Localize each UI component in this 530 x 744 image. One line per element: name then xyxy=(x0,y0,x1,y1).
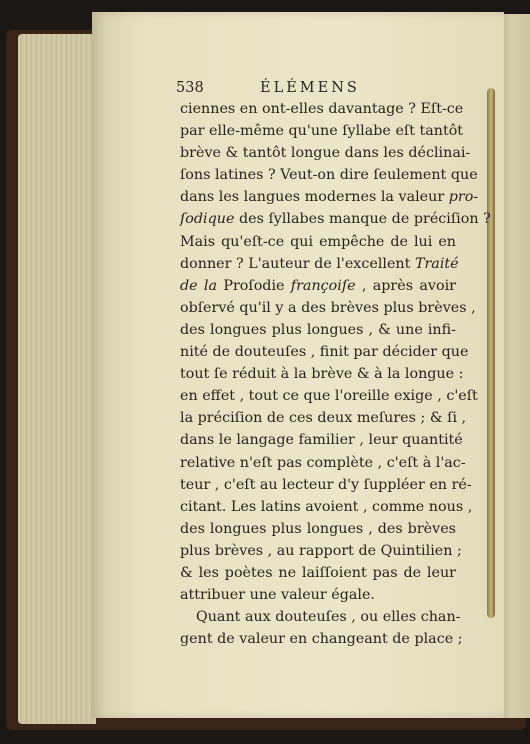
text-segment: brève & tantôt longue dans les déclinai- xyxy=(180,145,471,162)
text-segment: relative n'eſt pas complète , c'eſt à l'ac- xyxy=(180,454,466,471)
page-edges xyxy=(18,34,96,724)
text-line xyxy=(180,275,456,297)
text-line xyxy=(180,540,462,562)
italic-text: françoiſe xyxy=(290,277,356,294)
text-line xyxy=(180,186,479,208)
text-segment: obſervé qu'il y a des brèves plus brèves , xyxy=(180,299,476,316)
text-segment: des ſyllabes manque de préciſion ? xyxy=(234,211,491,228)
text-segment: dans les langues modernes la valeur xyxy=(180,189,449,206)
italic-text: Traité xyxy=(414,255,459,272)
text-segment: teur , c'eſt au lecteur d'y ſuppléer en ré- xyxy=(180,476,472,493)
text-line xyxy=(180,363,464,385)
text-line xyxy=(180,319,456,341)
text-segment: des longues plus longues , des brèves xyxy=(180,520,456,537)
text-segment: Quant aux douteuſes , ou elles chan- xyxy=(196,609,461,626)
text-line xyxy=(180,562,456,584)
text-segment: gent de valeur en changeant de place ; xyxy=(180,631,463,648)
text-segment: ciennes en ont-elles davantage ? Eſt-ce xyxy=(180,101,464,117)
text-line xyxy=(180,452,466,474)
text-segment: Proſodie xyxy=(217,277,291,294)
text-line xyxy=(180,231,456,253)
italic-text: pro- xyxy=(448,189,479,206)
text-line xyxy=(180,518,456,540)
text-segment: Mais qu'eſt-ce qui empêche de lui en xyxy=(180,233,456,250)
text-segment: attribuer une valeur égale. xyxy=(180,587,375,604)
text-segment: ſons latines ? Veut-on dire ſeulement que xyxy=(180,167,478,184)
text-segment: citant. Les latins avoient , comme nous , xyxy=(180,498,473,515)
text-line xyxy=(180,628,463,650)
italic-text: de la xyxy=(180,277,218,294)
text-segment: , après avoir xyxy=(355,277,456,294)
page-header xyxy=(176,80,476,100)
text-line xyxy=(180,98,464,120)
body-text xyxy=(180,98,491,650)
text-line xyxy=(180,584,456,606)
text-line xyxy=(180,164,478,186)
text-line xyxy=(180,341,469,363)
text-line xyxy=(180,407,467,429)
text-segment: dans le langage familier , leur quantité xyxy=(180,432,463,449)
text-segment: tout ſe réduit à la brève & à la longue : xyxy=(180,366,464,383)
text-segment: & les poètes ne laiſſoient pas de leur xyxy=(180,564,456,581)
text-line xyxy=(180,208,491,230)
text-line xyxy=(180,606,461,628)
text-segment: des longues plus longues , & une infi- xyxy=(180,321,456,338)
text-segment: par elle-même qu'une ſyllabe eſt tantôt xyxy=(180,123,464,140)
text-line xyxy=(180,120,464,142)
page-number: 538 xyxy=(176,80,204,96)
text-segment: la préciſion de ces deux meſures ; & ſi , xyxy=(180,410,467,427)
text-segment: en effet , tout ce que l'oreille exige , c'eſt xyxy=(180,388,478,405)
text-line xyxy=(180,496,473,518)
running-title: ÉLÉMENS xyxy=(260,80,360,96)
text-line xyxy=(180,429,463,451)
text-line xyxy=(180,474,472,496)
text-segment: nité de douteuſes , finit par décider que xyxy=(180,344,469,361)
gutter-fold xyxy=(487,88,495,618)
text-line xyxy=(180,253,459,275)
text-segment: donner ? L'auteur de l'excellent xyxy=(180,255,415,272)
text-line xyxy=(180,297,476,319)
italic-text: ſodique xyxy=(180,211,235,228)
text-line xyxy=(180,142,471,164)
text-line xyxy=(180,385,478,407)
text-segment: plus brèves , au rapport de Quintilien ; xyxy=(180,542,462,559)
